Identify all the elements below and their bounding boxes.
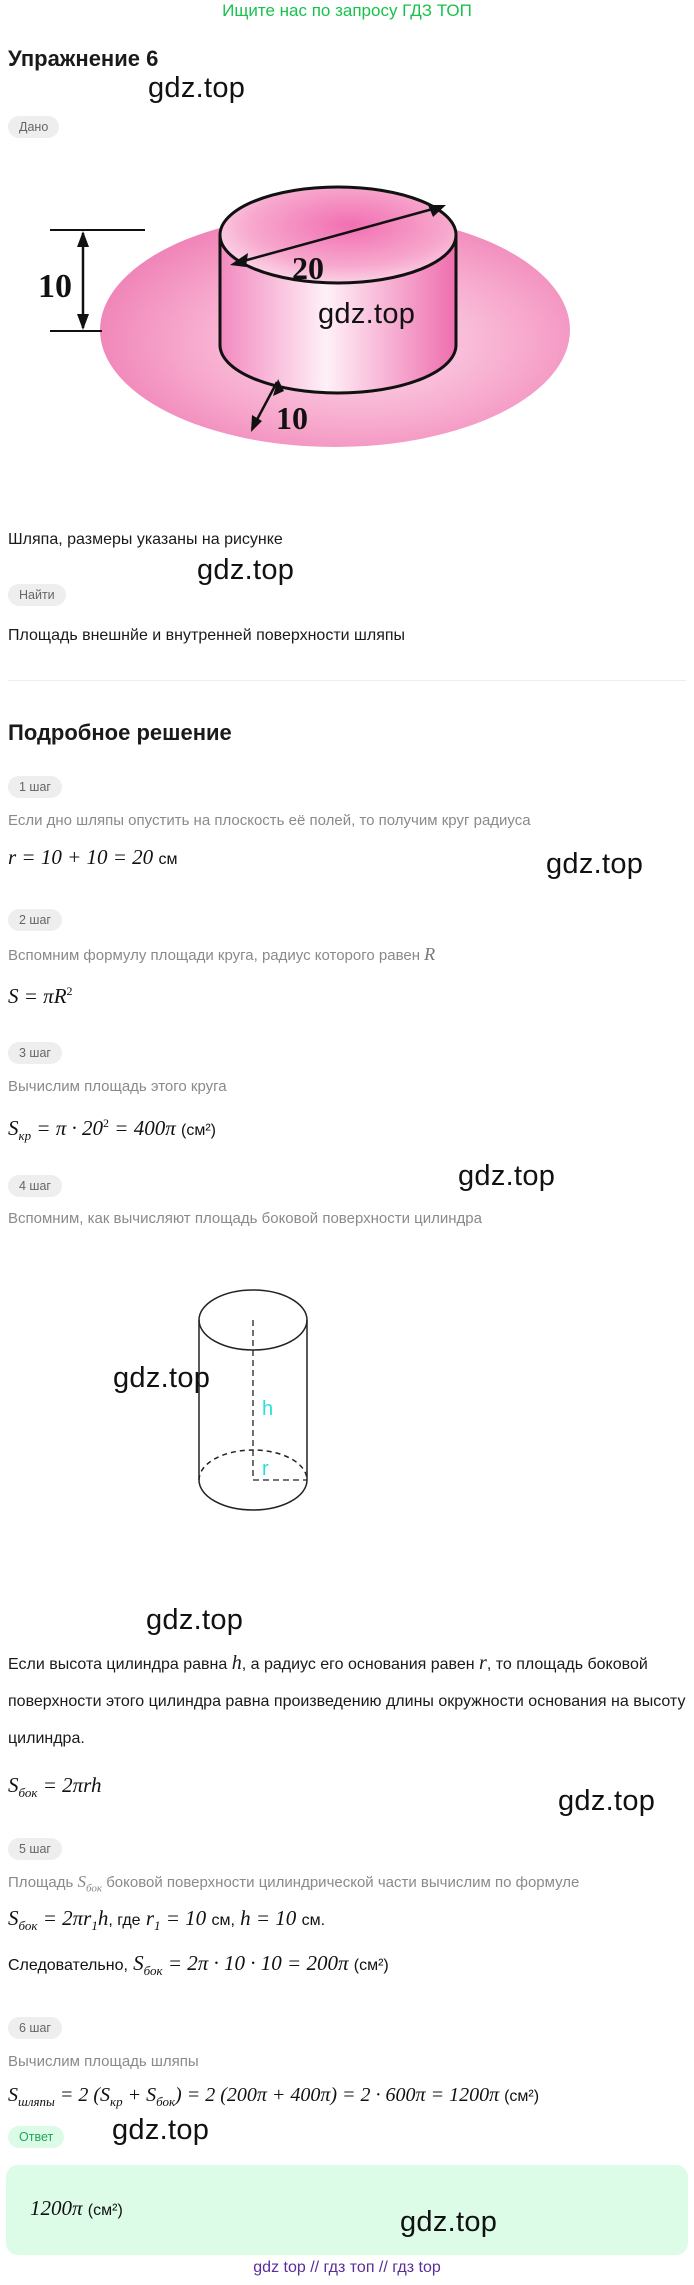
find-badge: Найти [8, 584, 66, 606]
watermark: gdz.top [400, 2206, 498, 2238]
formula-circle-value: $S_{кр} = \pi \cdot 20^2 = 400\pi$ (см²) [8, 1116, 216, 1144]
step-badge: 4 шаг [8, 1175, 62, 1197]
cylinder-height-label: h [262, 1398, 274, 1420]
step-badge: 3 шаг [8, 1042, 62, 1064]
formula-hat-area: $S_{шляпы} = 2$ $(S_{кр} + S_{бок}) = 2$ (200π + 400π) = 2 · 600π = 1200π (см²) [8, 2084, 540, 2109]
step-text: Вычислим площадь этого круга [8, 1078, 227, 1095]
formula-circle-area: $S = \pi R^2$ [8, 984, 73, 1008]
formula-lateral: $S_{бок} = 2\pi rh$ [8, 1773, 102, 1801]
watermark: gdz.top [112, 2114, 210, 2146]
step-badge: 5 шаг [8, 1838, 62, 1860]
find-text: Площадь внешнйе и внутренней поверхности шляпы [8, 627, 406, 644]
step-badge: 2 шаг [8, 909, 62, 931]
step-badge: 1 шаг [8, 776, 62, 798]
divider [8, 680, 686, 681]
cylinder-explanation: Если высота цилиндра равна h, а радиус его основания равен r, то площадь боковой поверхности этого цилиндра равна произведению длины окружности основания на высоту цилиндра. [8, 1652, 686, 1747]
watermark: gdz.top [458, 1160, 556, 1192]
step-text: Если дно шляпы опустить на плоскость её полей, то получим круг радиуса [8, 812, 531, 829]
answer-value: 1200π (см²) [30, 2196, 123, 2220]
height-label: 10 [38, 268, 72, 305]
answer-badge: Ответ [8, 2126, 64, 2148]
step-text: Вспомним, как вычисляют площадь боковой поверхности цилиндра [8, 1210, 482, 1227]
cylinder-figure [190, 1280, 320, 1520]
watermark: gdz.top [318, 298, 416, 330]
diameter-label: 20 [292, 250, 324, 286]
watermark: gdz.top [148, 72, 246, 104]
watermark: gdz.top [197, 554, 295, 586]
formula-lateral-value: Следовательно, $S_{бок} = 2\pi \cdot 10 \cdot 10 = 200\pi$ (см²) [8, 1951, 389, 1979]
given-badge: Дано [8, 116, 59, 138]
watermark: gdz.top [546, 848, 644, 880]
step-text: Вспомним формулу площади круга, радиус которого равен R [8, 944, 436, 964]
exercise-title: Упражнение 6 [8, 46, 159, 71]
watermark: gdz.top [146, 1604, 244, 1636]
solution-title: Подробное решение [8, 720, 232, 745]
watermark: gdz.top [558, 1785, 656, 1817]
watermark: gdz.top [113, 1362, 211, 1394]
formula-radius: r = 10 + 10 = 20 см [8, 845, 178, 869]
given-text: Шляпа, размеры указаны на рисунке [8, 531, 283, 548]
brim-label: 10 [276, 400, 308, 436]
formula-lateral-sub: $S_{бок} = 2\pi r_1h$, где $r_1 = 10$ см, h = 10 см. [8, 1906, 326, 1934]
promo-link[interactable]: Ищите нас по запросу ГДЗ ТОП [222, 1, 472, 20]
footer-links[interactable]: gdz top // гдз топ // гдз top [253, 2259, 441, 2276]
step-badge: 6 шаг [8, 2017, 62, 2039]
step-text: Площадь $S_{бок}$ боковой поверхности цилиндрической части вычислим по формуле [8, 1872, 580, 1895]
cylinder-radius-label: r [262, 1458, 269, 1480]
step-text: Вычислим площадь шляпы [8, 2053, 199, 2070]
hat-figure [30, 155, 600, 455]
